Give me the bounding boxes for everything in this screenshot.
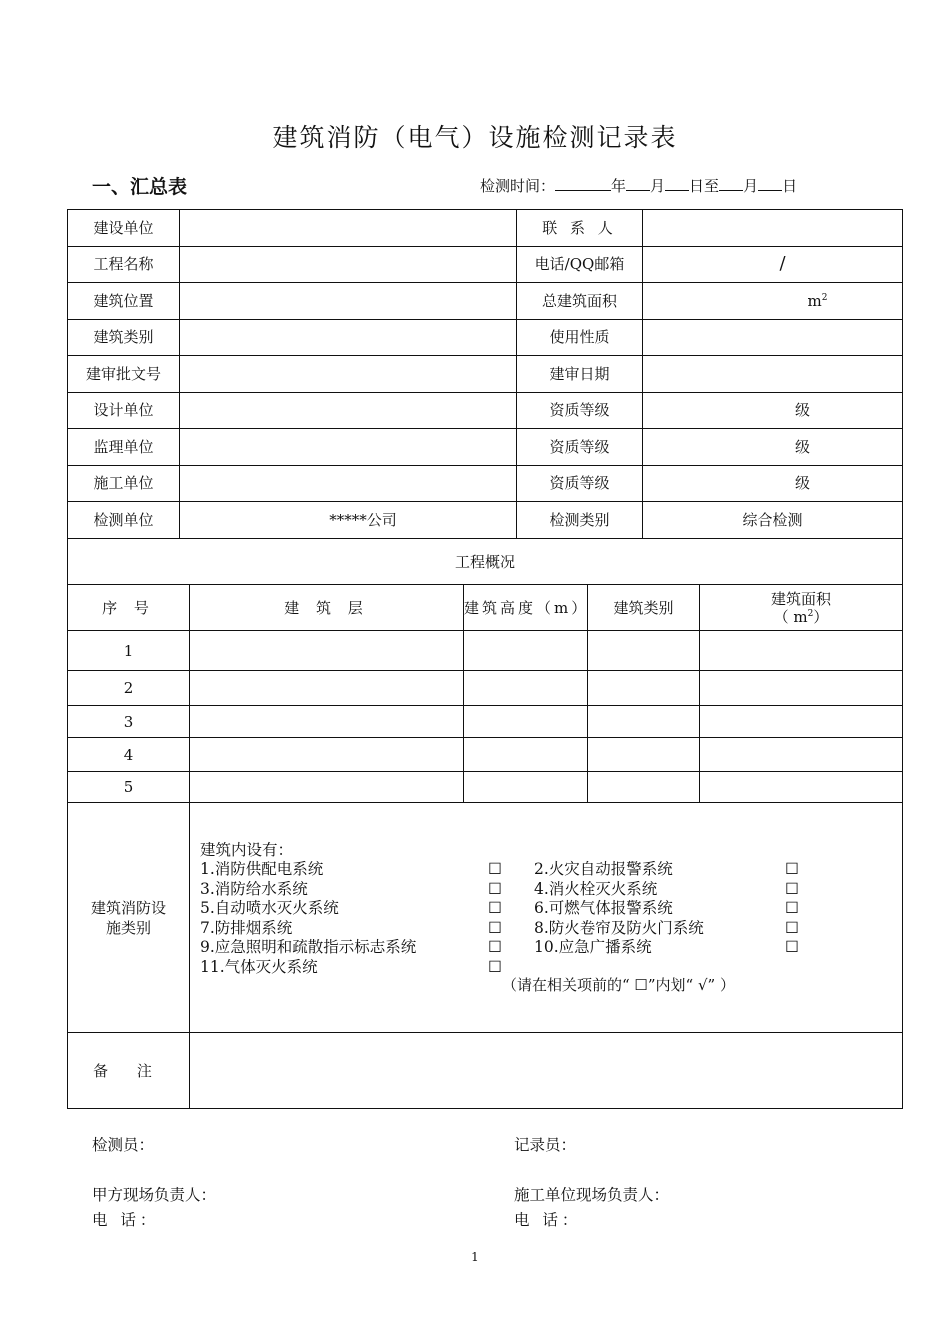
summary-right-value-text: 综合检测 [742, 510, 803, 529]
summary-right-label [517, 319, 643, 356]
remarks-label: 备 注 [68, 1033, 190, 1109]
category-cell[interactable] [588, 772, 700, 803]
facility-checkbox[interactable]: ☐ [488, 957, 502, 976]
facility-checkbox[interactable]: ☐ [785, 899, 799, 917]
summary-left-value[interactable] [180, 283, 517, 320]
facility-checkbox[interactable]: ☐ [785, 918, 799, 937]
page-number: 1 [471, 1250, 479, 1264]
day2-text: 日 [782, 177, 798, 195]
summary-right-value-text: 级 [794, 437, 810, 456]
facilities-label [68, 803, 190, 1033]
overview-table [67, 538, 903, 1109]
summary-left-label [68, 246, 180, 283]
facility-item-label: 5.自动喷水灭火系统 [200, 899, 339, 917]
summary-left-label-text: 建审批文号 [85, 364, 161, 383]
summary-right-label-text: 总建筑面积 [541, 291, 617, 310]
facility-item-label: 4.消火栓灭火系统 [534, 879, 658, 898]
facilities-note: （请在相关项前的“ ☐”内划“ √” ） [502, 976, 735, 994]
date-label: 检测时间： [480, 177, 556, 195]
summary-right-label-text: 电话/QQ邮箱 [534, 255, 625, 274]
summary-left-label-text: 工程名称 [93, 255, 154, 274]
month2-blank[interactable] [719, 176, 743, 191]
header-area-unit-sup: 2 [807, 608, 814, 619]
summary-left-label [68, 465, 180, 502]
row-seq: 2 [68, 671, 190, 706]
summary-left-value[interactable] [180, 356, 517, 393]
height-cell[interactable] [464, 738, 588, 772]
summary-right-value[interactable] [643, 392, 903, 429]
summary-row [68, 210, 903, 247]
row-seq: 3 [68, 706, 190, 738]
owner-rep-signature: 甲方现场负责人： [92, 1186, 217, 1204]
summary-right-value[interactable] [643, 465, 903, 502]
facility-item-label: 6.可燃气体报警系统 [534, 899, 673, 917]
facility-item-label: 1.消防供配电系统 [200, 860, 324, 878]
summary-right-label [517, 465, 643, 502]
header-area-unit: （ m [773, 607, 808, 626]
summary-right-label [517, 210, 643, 247]
facility-item-label: 3.消防给水系统 [200, 879, 308, 898]
row-seq: 5 [68, 772, 190, 803]
area-cell[interactable] [700, 671, 903, 706]
summary-row [68, 502, 903, 539]
facility-item-label: 8.防火卷帘及防火门系统 [534, 918, 704, 937]
summary-right-value[interactable] [643, 283, 903, 320]
owner-phone: 电 话： [92, 1211, 160, 1229]
table-row [68, 671, 903, 706]
month1-blank[interactable] [626, 176, 650, 191]
area-cell[interactable] [700, 631, 903, 671]
summary-left-label [68, 283, 180, 320]
contractor-phone: 电 话： [514, 1211, 582, 1229]
category-cell[interactable] [588, 738, 700, 772]
section-heading: 一、汇总表 [92, 176, 188, 198]
summary-right-value[interactable] [643, 502, 903, 539]
to-text: 日至 [689, 177, 720, 195]
summary-right-value[interactable] [643, 356, 903, 393]
facility-checkbox[interactable]: ☐ [488, 860, 502, 878]
facility-checkbox[interactable]: ☐ [488, 879, 502, 898]
category-cell[interactable] [588, 631, 700, 671]
summary-left-value[interactable] [180, 246, 517, 283]
row-seq: 4 [68, 738, 190, 772]
facility-item-label: 10.应急广播系统 [534, 938, 652, 956]
header-area-unit-end: ） [813, 607, 829, 626]
summary-table [67, 209, 903, 539]
facility-checkbox[interactable]: ☐ [488, 899, 502, 917]
summary-right-label [517, 246, 643, 283]
summary-right-label-text: 使用性质 [549, 328, 610, 347]
summary-right-value[interactable] [643, 429, 903, 466]
summary-row [68, 246, 903, 283]
header-height: 建筑高度（m） [464, 585, 588, 631]
summary-left-label-text: 检测单位 [93, 510, 154, 529]
summary-left-value[interactable] [180, 502, 517, 539]
facility-item-label: 7.防排烟系统 [200, 918, 293, 937]
summary-right-label-text: 检测类别 [549, 510, 610, 529]
summary-right-value[interactable] [643, 246, 903, 283]
summary-right-value-text: 级 [794, 474, 810, 493]
summary-right-value-text: / [779, 253, 786, 275]
height-cell[interactable] [464, 631, 588, 671]
summary-right-label [517, 502, 643, 539]
summary-left-value-text: *****公司 [329, 510, 397, 529]
height-cell[interactable] [464, 772, 588, 803]
floor-cell[interactable] [190, 671, 464, 706]
table-row [68, 738, 903, 772]
floor-cell[interactable] [190, 631, 464, 671]
facility-item-label: 9.应急照明和疏散指示标志系统 [200, 938, 417, 956]
header-area [700, 585, 903, 631]
summary-right-label-text: 资质等级 [549, 474, 610, 493]
facilities-label-text: 建筑消防设施类别 [90, 898, 166, 937]
area-cell[interactable] [700, 772, 903, 803]
facility-checkbox[interactable]: ☐ [785, 860, 799, 878]
page-title: 建筑消防（电气）设施检测记录表 [272, 123, 678, 152]
summary-left-label-text: 建设单位 [93, 218, 154, 237]
month1-text: 月 [650, 177, 666, 195]
year-blank[interactable] [555, 176, 611, 191]
table-row [68, 706, 903, 738]
summary-right-value-text: m [807, 291, 822, 310]
recorder-signature: 记录员： [514, 1136, 577, 1154]
summary-left-label [68, 319, 180, 356]
summary-left-label-text: 监理单位 [93, 437, 154, 456]
table-row [68, 772, 903, 803]
summary-left-label [68, 210, 180, 247]
summary-left-value[interactable] [180, 210, 517, 247]
summary-left-label [68, 429, 180, 466]
facility-item-label: 2.火灾自动报警系统 [534, 860, 673, 878]
summary-row [68, 283, 903, 320]
summary-right-label [517, 283, 643, 320]
table-row [68, 631, 903, 671]
unit-superscript: 2 [821, 292, 828, 303]
summary-left-label-text: 建筑类别 [93, 328, 154, 347]
summary-right-label [517, 392, 643, 429]
inspector-signature: 检测员： [92, 1136, 155, 1154]
summary-right-value[interactable] [643, 210, 903, 247]
inspection-date-line [480, 175, 797, 196]
category-cell[interactable] [588, 706, 700, 738]
summary-right-label-text: 建审日期 [549, 364, 610, 383]
area-cell[interactable] [700, 706, 903, 738]
summary-right-value[interactable] [643, 319, 903, 356]
summary-right-label-text: 资质等级 [549, 437, 610, 456]
facility-checkbox[interactable]: ☐ [488, 918, 502, 937]
facilities-intro: 建筑内设有： [200, 841, 294, 859]
summary-row [68, 392, 903, 429]
contractor-rep-signature: 施工单位现场负责人： [514, 1186, 670, 1204]
summary-right-label-text: 联 系 人 [542, 218, 617, 237]
summary-left-label [68, 392, 180, 429]
category-cell[interactable] [588, 671, 700, 706]
overview-heading: 工程概况 [68, 539, 903, 585]
summary-right-label [517, 356, 643, 393]
floor-cell[interactable] [190, 772, 464, 803]
header-seq: 序 号 [68, 585, 190, 631]
summary-left-label-text: 设计单位 [93, 401, 154, 420]
year-text: 年 [611, 177, 627, 195]
facilities-cell [190, 803, 903, 1033]
summary-row [68, 465, 903, 502]
day2-blank[interactable] [758, 176, 782, 191]
summary-left-value[interactable] [180, 429, 517, 466]
summary-left-value[interactable] [180, 392, 517, 429]
facility-item-label: 11.气体灭火系统 [200, 957, 318, 976]
row-seq: 1 [68, 631, 190, 671]
summary-left-label-text: 施工单位 [93, 474, 154, 493]
summary-left-value[interactable] [180, 465, 517, 502]
summary-row [68, 429, 903, 466]
facility-checkbox[interactable]: ☐ [488, 938, 502, 956]
floor-cell[interactable] [190, 706, 464, 738]
header-category: 建筑类别 [588, 585, 700, 631]
summary-right-value-text: 级 [794, 401, 810, 420]
height-cell[interactable] [464, 706, 588, 738]
floor-cell[interactable] [190, 738, 464, 772]
facility-checkbox[interactable]: ☐ [785, 938, 799, 956]
summary-left-label [68, 502, 180, 539]
remarks-field[interactable] [190, 1033, 903, 1109]
month2-text: 月 [743, 177, 759, 195]
summary-right-label-text: 资质等级 [549, 401, 610, 420]
summary-left-label [68, 356, 180, 393]
summary-left-label-text: 建筑位置 [93, 291, 154, 310]
header-floor: 建 筑 层 [190, 585, 464, 631]
summary-left-value[interactable] [180, 319, 517, 356]
facility-checkbox[interactable]: ☐ [785, 879, 799, 898]
height-cell[interactable] [464, 671, 588, 706]
area-cell[interactable] [700, 738, 903, 772]
summary-row [68, 356, 903, 393]
header-area-label: 建筑面积 [770, 589, 831, 608]
day1-blank[interactable] [665, 176, 689, 191]
summary-right-label [517, 429, 643, 466]
summary-row [68, 319, 903, 356]
